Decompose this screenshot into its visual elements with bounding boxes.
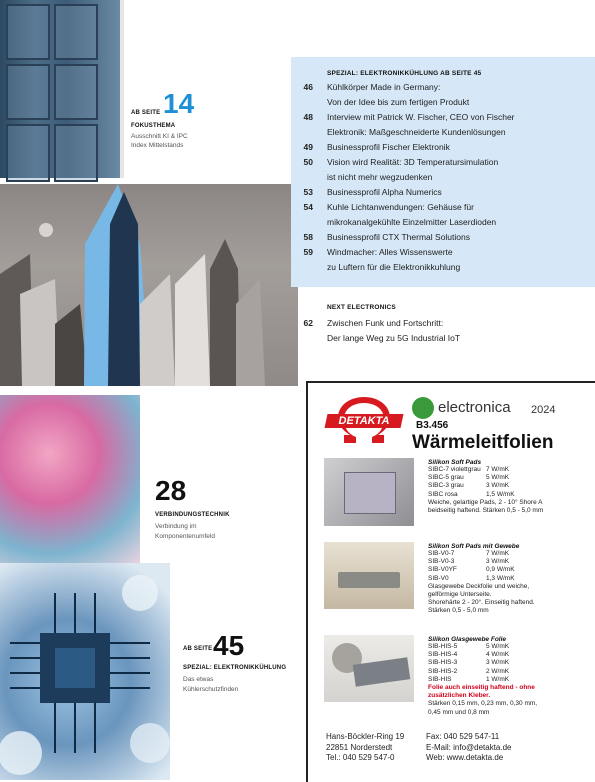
product-row (428, 466, 595, 474)
product-row (428, 550, 595, 558)
section-28-teaser[interactable] (155, 475, 295, 550)
toc-line: Der lange Weg zu 5G Industrial IoT (327, 333, 461, 343)
toc-next-heading: NEXT ELECTRONICS (327, 304, 396, 311)
product-desc: beidseitig haftend. Stärken 0,5 - 5,0 mm (428, 507, 544, 515)
product-code: SIBC rosa (428, 490, 458, 498)
toc-line: Vision wird Realität: 3D Temperatursimulation (327, 157, 499, 167)
contact-fax: Fax: 040 529 547-11 (426, 732, 500, 741)
contact-email[interactable]: E-Mail: info@detakta.de (426, 742, 512, 752)
toc-line: Elektronik: Maßgeschneiderte Kundenlösungen (327, 127, 506, 137)
toc-line: ist nicht mehr wegzudenken (327, 172, 433, 182)
product-code: SIB-V0-3 (428, 558, 455, 566)
ad-title: Wärmeleitfolien (412, 432, 554, 453)
toc-page: 50 (303, 157, 313, 167)
product-image-gewebe-pads (324, 542, 414, 609)
ab-seite-label: AB SEITE (131, 110, 161, 116)
toc-page: 53 (303, 187, 313, 197)
contact-tel: Tel.: 040 529 547-0 (326, 753, 395, 762)
cover-image-window (0, 0, 120, 178)
contact-web[interactable]: Web: www.detakta.de (426, 753, 504, 762)
product-row (428, 575, 595, 583)
section-title: SPEZIAL: ELEKTRONIKKÜHLUNG (183, 665, 287, 671)
product-desc: Stärken 0,15 mm, 0,23 mm, 0,30 mm, (428, 700, 538, 708)
product-code: SIB-HIS-3 (428, 659, 458, 667)
section-number: 28 (155, 475, 187, 506)
product-code: SIB-HIS-2 (428, 667, 458, 675)
product-value: 1 W/mK (486, 675, 510, 683)
toc-line: mikrokanalgekühlte Einzelmitter Laserdioden (327, 217, 497, 227)
product-desc: Stärken 0,5 - 5,0 mm (428, 607, 489, 615)
contact-city: 22851 Norderstedt (326, 742, 393, 752)
detakta-logo (326, 397, 402, 447)
detakta-advertisement[interactable] (306, 381, 595, 782)
product-block-glasgewebe (428, 636, 595, 717)
product-code: SIB-HIS-4 (428, 651, 458, 659)
section-45-teaser[interactable] (183, 630, 298, 705)
cover-image-skyline (0, 184, 298, 386)
contact-street: Hans-Böckler-Ring 19 (326, 732, 405, 741)
toc-page: 49 (303, 142, 313, 152)
toc-line: Businessprofil Fischer Elektronik (327, 142, 450, 152)
toc-line: Businessprofil Alpha Numerics (327, 187, 442, 197)
section-number: 45 (213, 630, 245, 661)
brand-name: DETAKTA (338, 415, 390, 427)
product-value: 2 W/mK (486, 667, 510, 675)
product-desc: Shorehärte 2 - 20°. Einseitig haftend. (428, 599, 535, 607)
section-sub-2: Index Mittelstands (131, 142, 184, 149)
product-note: zusätzlichen Kleber. (428, 692, 491, 700)
block-title: Silikon Soft Pads (428, 459, 482, 466)
product-value: 1,3 W/mK (486, 574, 515, 582)
product-row (428, 474, 595, 482)
product-value: 7 W/mK (486, 550, 510, 557)
toc-page: 54 (303, 202, 313, 212)
toc-page: 59 (303, 247, 313, 257)
product-row (428, 566, 595, 574)
fair-year: 2024 (531, 404, 556, 416)
section-sub-2: Komponentenumfeld (155, 533, 215, 540)
product-row (428, 643, 595, 651)
product-code: SIBC-3 grau (428, 482, 464, 490)
product-desc: gelförmige Unterseite. (428, 591, 492, 599)
section-title: FOKUSTHEMA (131, 123, 176, 129)
section-sub-2: Kühlerschutzfinden (183, 686, 239, 693)
toc-line: Windmacher: Alles Wissenswerte (327, 247, 453, 257)
product-row (428, 482, 595, 490)
fair-name: electronica (438, 399, 511, 416)
product-block-gewebe (428, 543, 595, 616)
electronica-logo-icon (412, 397, 434, 419)
toc-page: 62 (303, 318, 313, 328)
section-title: VERBINDUNGSTECHNIK (155, 512, 230, 518)
product-value: 0,9 W/mK (486, 566, 515, 574)
toc-line: Von der Idee bis zum fertigen Produkt (327, 97, 470, 107)
product-desc: Weiche, gelartige Pads, 2 - 10° Shore A (428, 498, 543, 506)
cover-image-organic (0, 395, 140, 563)
block-title: Silikon Glasgewebe Folie (428, 636, 507, 643)
contact-address (326, 732, 404, 764)
section-sub-1: Verbindung im (155, 523, 197, 530)
product-desc: Glasgewebe Deckfolie und weiche, (428, 582, 530, 590)
product-code: SIB-HIS (428, 675, 452, 683)
product-code: SIBC-7 violettgrau (428, 466, 481, 473)
product-image-soft-pads (324, 458, 414, 526)
chip-illustration (0, 563, 170, 780)
product-row (428, 668, 595, 676)
product-block-soft-pads (428, 459, 595, 515)
product-value: 5 W/mK (486, 643, 510, 650)
product-value: 7 W/mK (486, 466, 510, 473)
toc-line: Kuhle Lichtanwendungen: Gehäuse für (327, 202, 474, 212)
toc-next-list (291, 316, 595, 348)
section-14-teaser[interactable] (131, 88, 291, 168)
product-code: SIB-HIS-5 (428, 643, 458, 650)
product-value: 1,5 W/mK (486, 490, 515, 498)
product-value: 4 W/mK (486, 651, 510, 659)
product-desc: 0,45 mm und 0,8 mm (428, 708, 490, 716)
product-value: 3 W/mK (486, 558, 510, 566)
booth-number: B3.456 (416, 420, 449, 431)
section-sub-1: Ausschnitt KI & IPC (131, 133, 188, 140)
product-value: 3 W/mK (486, 482, 510, 490)
product-row (428, 491, 595, 499)
product-row (428, 651, 595, 659)
section-sub-1: Das etwas (183, 676, 214, 683)
product-code: SIB-V0-7 (428, 550, 455, 557)
toc-line: Interview mit Patrick W. Fischer, CEO von Fischer (327, 112, 515, 122)
product-row (428, 676, 595, 684)
section-number: 14 (163, 88, 195, 119)
product-image-glasgewebe-folie (324, 635, 414, 702)
ab-seite-label: AB SEITE (183, 646, 213, 652)
contact-online (426, 732, 512, 764)
toc-line: Businessprofil CTX Thermal Solutions (327, 232, 470, 242)
product-value: 5 W/mK (486, 474, 510, 482)
block-title: Silikon Soft Pads mit Gewebe (428, 543, 520, 550)
toc-line: Kühlkörper Made in Germany: (327, 82, 441, 92)
product-row (428, 558, 595, 566)
product-code: SIB-V0 (428, 574, 449, 582)
toc-page: 48 (303, 112, 313, 122)
product-note: Folie auch einseitig haftend - ohne (428, 684, 535, 692)
toc-spezial-list (291, 80, 595, 280)
toc-line: Zwischen Funk und Fortschritt: (327, 318, 444, 328)
toc-page: 46 (303, 82, 313, 92)
toc-line: zu Luftern für die Elektronikkuhlung (327, 262, 461, 272)
product-value: 3 W/mK (486, 659, 510, 667)
product-code: SIBC-5 grau (428, 474, 464, 482)
product-code: SIB-V0YF (428, 566, 457, 574)
skyline-illustration (0, 184, 298, 386)
cover-image-chip (0, 563, 170, 780)
toc-spezial-heading: SPEZIAL: ELEKTRONIKKÜHLUNG AB SEITE 45 (327, 70, 482, 77)
product-row (428, 659, 595, 667)
toc-page: 58 (303, 232, 313, 242)
